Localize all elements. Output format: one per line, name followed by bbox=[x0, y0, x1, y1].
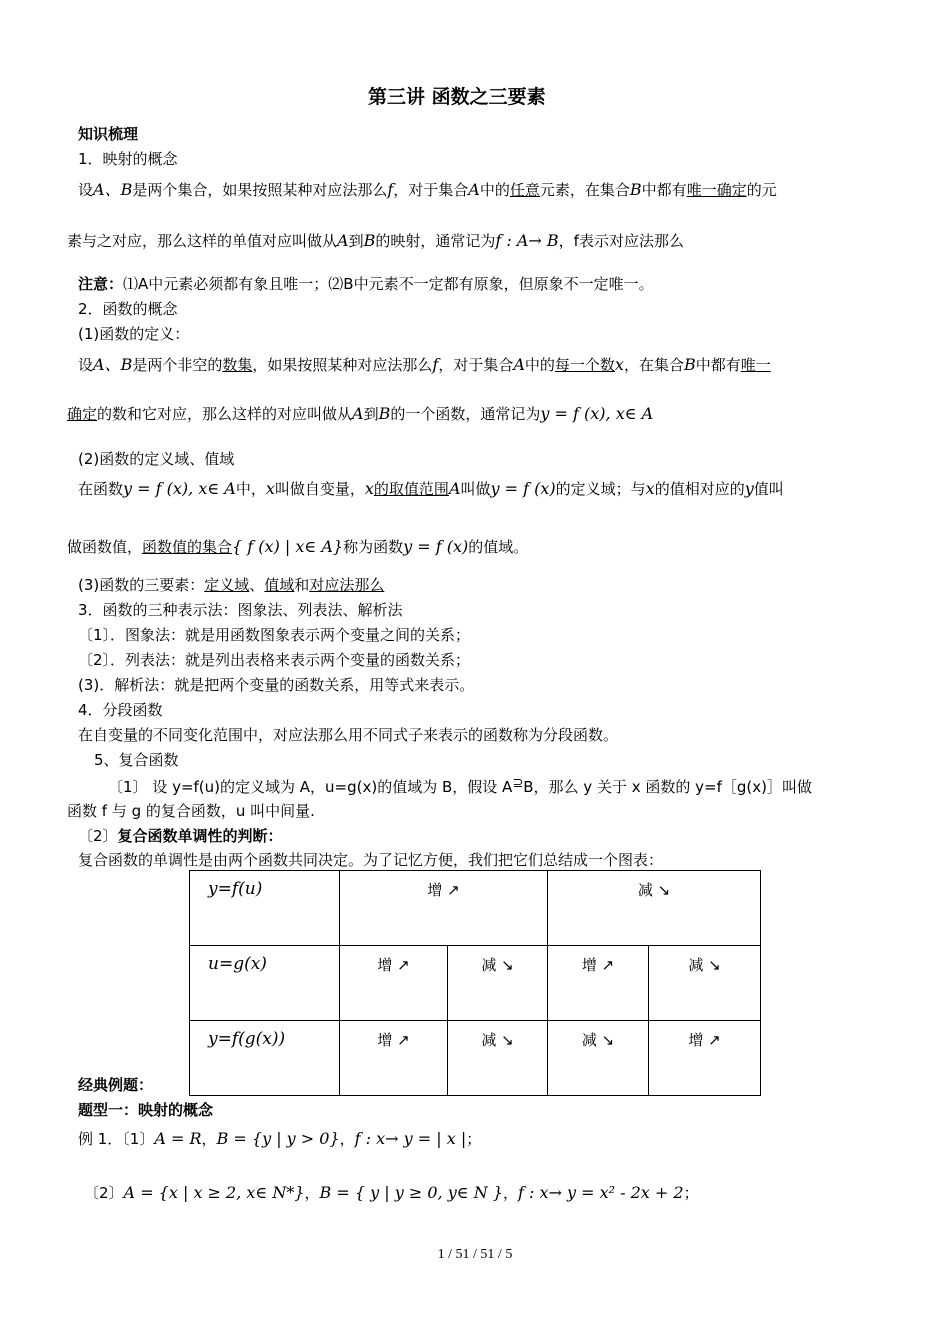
table-cell-label: u=g(x) bbox=[190, 946, 340, 1021]
function-definition-heading: (1)函数的定义： bbox=[78, 325, 190, 343]
composite-definition-line-2: 函数 f 与 g 的复合函数，u 叫中间量. bbox=[67, 802, 315, 820]
math-expression: f bbox=[432, 355, 439, 374]
table-cell: 减 ↘ bbox=[548, 871, 761, 946]
math-expression: A = R bbox=[154, 1129, 202, 1148]
three-elements-line bbox=[78, 575, 384, 595]
text: 〔1〕 设 y=f(u)的定义域为 A，u=g(x)的值域为 B，假设 A bbox=[108, 778, 513, 796]
underlined-term: 唯一 bbox=[740, 356, 771, 374]
text: (3)函数的三要素： bbox=[78, 576, 205, 594]
table-cell: 增 ↗ bbox=[340, 871, 548, 946]
text: 叫做 bbox=[460, 480, 491, 498]
underlined-term: 定义域 bbox=[204, 576, 250, 594]
text: 中都有 bbox=[641, 181, 687, 199]
math-expression: f bbox=[387, 180, 394, 199]
table-cell-label: y=f(u) bbox=[190, 871, 340, 946]
text: 的定义域；与 bbox=[555, 480, 646, 498]
function-definition-line-2 bbox=[67, 404, 653, 424]
text: 在函数 bbox=[78, 480, 124, 498]
text: ，对于集合 bbox=[438, 356, 514, 374]
composite-monotonicity-text: 复合函数的单调性是由两个函数共同决定。为了记忆方便，我们把它们总结成一个图表： bbox=[78, 851, 664, 869]
text: 的元 bbox=[746, 181, 777, 199]
math-expression: y = f (x) bbox=[490, 479, 556, 498]
example-1-line-1 bbox=[78, 1129, 481, 1149]
text: 是两个集合，如果按照某种对应法那么 bbox=[132, 181, 388, 199]
text: ； bbox=[683, 1184, 699, 1202]
text: ，对于集合 bbox=[393, 181, 469, 199]
domain-range-line-1 bbox=[78, 479, 784, 499]
text: 设 bbox=[78, 356, 94, 374]
piecewise-text: 在自变量的不同变化范围中，对应法那么用不同式子来表示的函数称为分段函数。 bbox=[78, 726, 619, 744]
text: 素与之对应，那么这样的单值对应叫做从 bbox=[67, 232, 338, 250]
text: ， bbox=[502, 1184, 518, 1202]
math-expression: { f (x) | x∈ A} bbox=[232, 537, 344, 556]
text: 〔2〕 bbox=[78, 827, 118, 845]
page-footer: 1 / 51 / 51 / 5 bbox=[437, 1247, 513, 1262]
math-expression: A = {x | x ≥ 2, x∈ N*} bbox=[123, 1183, 305, 1202]
text: ，f表示对应法那么 bbox=[558, 232, 684, 250]
function-definition-line-1 bbox=[78, 355, 771, 375]
examples-heading: 经典例题： bbox=[78, 1076, 154, 1094]
math-expression: A bbox=[352, 404, 364, 423]
domain-range-heading: (2)函数的定义域、值域 bbox=[78, 450, 235, 468]
math-expression: A bbox=[448, 479, 461, 498]
composite-definition-line-1 bbox=[108, 777, 812, 799]
underlined-term: 确定 bbox=[67, 405, 98, 423]
text: 的一个函数，通常记为 bbox=[390, 405, 541, 423]
text: ，在集合 bbox=[623, 356, 684, 374]
text: 值叫 bbox=[753, 480, 784, 498]
page-title: 第三讲 函数之三要素 bbox=[368, 86, 546, 108]
representation-table: 〔2〕．列表法：就是列出表格来表示两个变量的函数关系； bbox=[78, 651, 471, 669]
table-row bbox=[190, 946, 761, 1021]
text: 中都有 bbox=[695, 356, 741, 374]
text: ， bbox=[339, 1130, 355, 1148]
underlined-term: 的取值范围 bbox=[373, 480, 449, 498]
math-expression: f : x→ y = | x | bbox=[354, 1129, 467, 1148]
table-row bbox=[190, 1021, 761, 1096]
math-expression: y bbox=[744, 479, 754, 498]
mapping-note bbox=[78, 274, 654, 294]
text: B，那么 y 关于 x 函数的 y=f［g(x)］叫做 bbox=[523, 778, 812, 796]
table-cell: 减 ↘ bbox=[448, 946, 548, 1021]
text: 〔2〕 bbox=[84, 1184, 124, 1202]
math-expression: A、B bbox=[93, 355, 133, 374]
math-expression: f : A→ B bbox=[495, 231, 559, 250]
text: 叫做自变量， bbox=[274, 480, 365, 498]
example-type-heading: 题型一：映射的概念 bbox=[78, 1101, 214, 1119]
note-label: 注意： bbox=[78, 275, 124, 293]
text: 中的 bbox=[524, 356, 555, 374]
text: 做函数值， bbox=[67, 538, 143, 556]
text: 的值域。 bbox=[468, 538, 529, 556]
math-expression: f : x→ y = x² - 2x + 2 bbox=[517, 1183, 684, 1202]
table-cell: 减 ↘ bbox=[649, 946, 761, 1021]
math-expression: B = {y | y > 0} bbox=[216, 1129, 340, 1148]
text: 和 bbox=[294, 576, 310, 594]
mapping-heading: 1．映射的概念 bbox=[78, 150, 178, 168]
math-expression: B bbox=[683, 355, 696, 374]
math-expression: x bbox=[614, 355, 624, 374]
underlined-term: 唯一确定 bbox=[686, 181, 747, 199]
composite-heading: 5、复合函数 bbox=[94, 751, 179, 769]
math-expression: A、B bbox=[93, 180, 133, 199]
text: ； bbox=[466, 1130, 482, 1148]
math-expression: x bbox=[645, 479, 655, 498]
math-expression: y = f (x), x∈ A bbox=[123, 479, 236, 498]
math-expression: B bbox=[629, 180, 642, 199]
text: 的数和它对应，那么这样的对应叫做从 bbox=[97, 405, 353, 423]
text: 到 bbox=[348, 232, 364, 250]
text: 中的 bbox=[479, 181, 510, 199]
math-expression: x bbox=[364, 479, 374, 498]
underlined-term: 函数值的集合 bbox=[142, 538, 233, 556]
text: 、 bbox=[249, 576, 265, 594]
example-1-line-2 bbox=[84, 1183, 699, 1203]
table-row bbox=[190, 871, 761, 946]
mapping-definition-line-2 bbox=[67, 231, 684, 251]
math-expression: B bbox=[378, 404, 391, 423]
text: 中， bbox=[235, 480, 266, 498]
representation-heading: 3．函数的三种表示法：图象法、列表法、解析法 bbox=[78, 601, 403, 619]
text: ，如果按照某种对应法那么 bbox=[252, 356, 433, 374]
underlined-term: 对应法那么 bbox=[309, 576, 385, 594]
table-cell: 增 ↗ bbox=[340, 946, 448, 1021]
table-cell: 增 ↗ bbox=[340, 1021, 448, 1096]
text: 元素，在集合 bbox=[539, 181, 630, 199]
math-expression: B bbox=[363, 231, 376, 250]
representation-formula: (3)．解析法：就是把两个变量的函数关系，用等式来表示。 bbox=[78, 676, 475, 694]
text: 称为函数 bbox=[343, 538, 404, 556]
text: 的映射，通常记为 bbox=[375, 232, 496, 250]
table-cell: 增 ↗ bbox=[548, 946, 649, 1021]
representation-graph: 〔1〕．图象法：就是用函数图象表示两个变量之间的关系； bbox=[78, 626, 471, 644]
underlined-term: 任意 bbox=[509, 181, 540, 199]
math-expression: A bbox=[468, 180, 480, 199]
table-cell: 减 ↘ bbox=[548, 1021, 649, 1096]
text: 的值相对应的 bbox=[654, 480, 745, 498]
math-expression: A bbox=[337, 231, 349, 250]
piecewise-heading: 4．分段函数 bbox=[78, 701, 163, 719]
math-expression: x bbox=[265, 479, 275, 498]
math-expression: B = { y | y ≥ 0, y∈ N } bbox=[319, 1183, 503, 1202]
monotonicity-table bbox=[189, 870, 761, 1096]
composite-monotonicity-heading bbox=[78, 826, 283, 846]
text: 例 1．〔1〕 bbox=[78, 1130, 155, 1148]
bold-text: 复合函数单调性的判断： bbox=[117, 827, 283, 845]
text: ， bbox=[201, 1130, 217, 1148]
math-expression: y = f (x), x∈ A bbox=[540, 404, 654, 423]
text: ， bbox=[304, 1184, 320, 1202]
underlined-term: 值域 bbox=[264, 576, 295, 594]
section-heading-knowledge: 知识梳理 bbox=[78, 125, 139, 143]
text: 是两个非空的 bbox=[132, 356, 223, 374]
underlined-term: 数集 bbox=[222, 356, 253, 374]
supset-symbol: ⊇ bbox=[512, 776, 524, 791]
note-text: ⑴A中元素必须都有象且唯一；⑵B中元素不一定都有原象，但原象不一定唯一。 bbox=[123, 275, 654, 293]
table-cell-label: y=f(g(x)) bbox=[190, 1021, 340, 1096]
function-heading: 2．函数的概念 bbox=[78, 300, 178, 318]
table-cell: 增 ↗ bbox=[649, 1021, 761, 1096]
text: 到 bbox=[363, 405, 379, 423]
table-cell: 减 ↘ bbox=[448, 1021, 548, 1096]
math-expression: A bbox=[513, 355, 525, 374]
domain-range-line-2 bbox=[67, 537, 528, 557]
text: 设 bbox=[78, 181, 94, 199]
mapping-definition-line-1 bbox=[78, 180, 777, 200]
math-expression: y = f (x) bbox=[403, 537, 469, 556]
underlined-term: 每一个数 bbox=[554, 356, 615, 374]
